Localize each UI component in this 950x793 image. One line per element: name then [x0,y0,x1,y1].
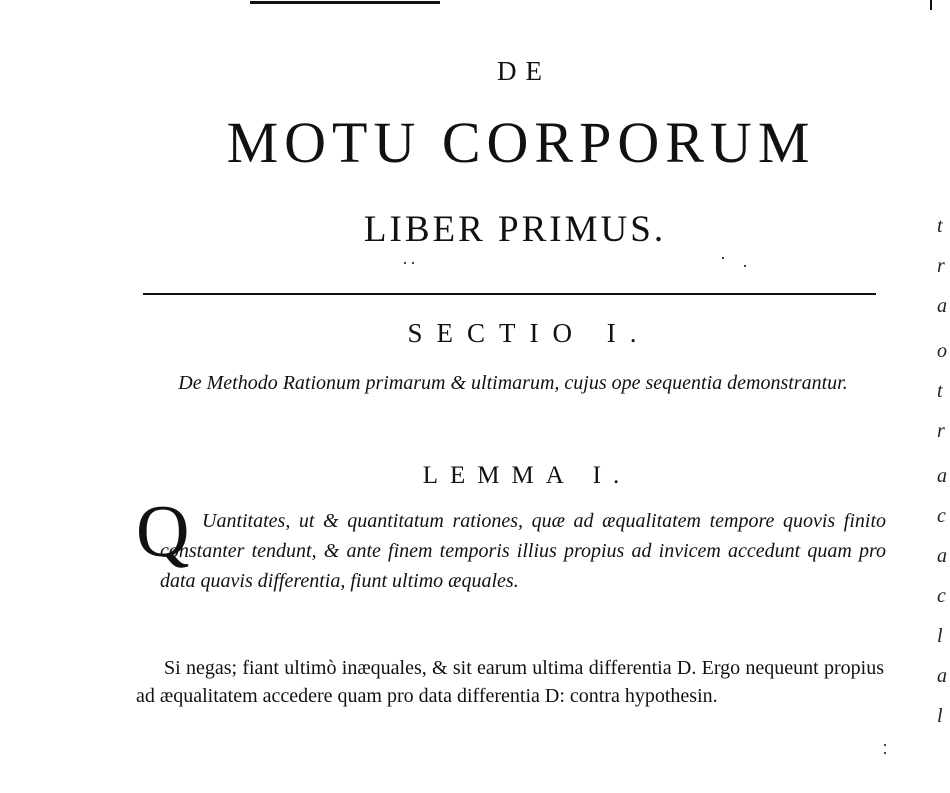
margin-glyph: a [937,295,947,317]
main-title: MOTU CORPORUM [226,110,816,175]
drop-cap: Q [136,491,190,573]
margin-rule [930,0,932,10]
margin-glyph: l [937,625,943,647]
margin-glyph: r [937,255,945,277]
print-speck [404,262,406,264]
print-speck [884,752,886,754]
margin-glyph: a [937,545,947,567]
margin-glyph: o [937,340,947,362]
margin-glyph: t [937,215,943,237]
margin-glyph: c [937,505,946,527]
print-speck [412,262,414,264]
section-title: SECTIO I. [407,318,651,348]
margin-glyph: a [937,665,947,687]
margin-glyph: t [937,380,943,402]
margin-glyph: l [937,705,943,727]
margin-glyph: a [937,465,947,487]
section-description: De Methodo Rationum primarum & ultimarum, cujus ope sequentia demonstrantur. [178,372,848,394]
margin-glyph: c [937,585,946,607]
print-speck [722,257,724,259]
print-speck [744,265,746,267]
title-divider [143,293,876,295]
print-speck [884,744,886,746]
lemma-statement: Uantitates, ut & quantitatum rationes, quæ ad æqualitatem tempore quovis finito constanter tendunt, & ante finem temporis illius propius ad invicem accedunt quam pro data quavis differentia, fiunt ultimo æquales. [160,510,886,592]
lemma-proof: Si negas; fiant ultimò inæquales, & sit earum ultima differentia D. Ergo nequeunt propius ad æqualitatem accedere quam pro data differentia D: contra hypothesin. [136,657,884,707]
lemma-title: LEMMA I. [422,462,632,489]
margin-glyph: r [937,420,945,442]
previous-page-fragment [250,0,440,4]
book-subtitle: LIBER PRIMUS. [363,209,667,250]
pre-title: DE [497,56,551,86]
